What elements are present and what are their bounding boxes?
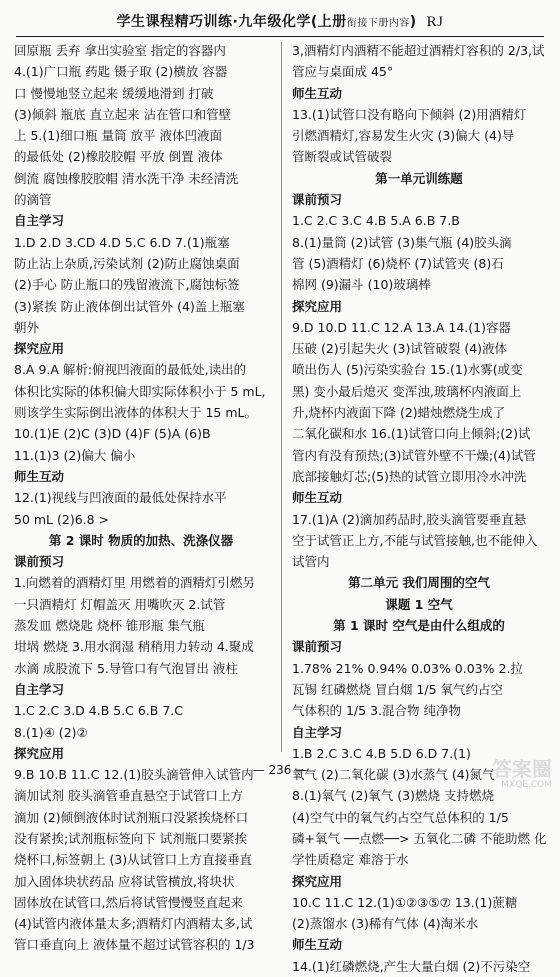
header-edition-note: 衔接下册内容	[346, 18, 410, 29]
section-heading: 自主学习	[14, 681, 65, 697]
answer-line: 8.(1)氧气 (2)氧气 (3)燃烧 支持燃烧	[292, 788, 494, 804]
section-heading: 自主学习	[14, 213, 65, 229]
answer-line: 管内有没有预热;(3)试管外壁不干燥;(4)试管	[292, 447, 536, 463]
section-heading: 探究应用	[14, 341, 65, 357]
section-heading: 自主学习	[292, 724, 343, 740]
answer-line: 9.D 10.D 11.C 12.A 13.A 14.(1)容器	[292, 319, 511, 335]
header-title: 学生课程精巧训练·九年级化学	[116, 14, 311, 30]
answer-line: 1.C 2.C 3.C 4.B 5.A 6.B 7.B	[292, 213, 460, 229]
answer-line: 棉网 (9)漏斗 (10)玻璃棒	[292, 277, 431, 293]
lesson-title: 第一单元训练题	[375, 170, 463, 186]
answer-line: 12.(1)视线与凹液面的最低处保持水平	[14, 490, 227, 506]
answer-line: 1.C 2.C 3.D 4.B 5.C 6.B 7.C	[14, 703, 184, 719]
answer-line: 回原瓶 丢弃 拿出实验室 指定的容器内	[14, 43, 226, 58]
answer-line: 滴加试剂 胶头滴管垂直悬空于试管口上方	[14, 788, 243, 804]
header-edition-close: )	[409, 14, 417, 30]
section-heading: 课前预习	[14, 554, 65, 570]
watermark-logo	[492, 758, 552, 794]
answer-line: 喷出伤人 (5)污染实验台 15.(1)水雾(或变	[292, 362, 523, 378]
answer-line: 50 mL (2)6.8 >	[14, 511, 110, 527]
answer-line: 8.A 9.A 解析:俯视凹液面的最低处,读出的	[14, 362, 247, 378]
answer-line: 二氧化碳和水 16.(1)试管口向上倾斜;(2)试	[292, 426, 531, 442]
answer-line: (2)手心 防止瓶口的残留液流下,腐蚀标签	[14, 277, 240, 293]
answer-line: (3)倾斜 瓶底 直立起来 沾在管口和管壁	[14, 106, 232, 122]
watermark-url: MXQE.COM	[501, 780, 552, 790]
answer-line: 管断裂或试管破裂	[292, 149, 393, 165]
answer-line: 3,酒精灯内酒精不能超过酒精灯容积的 2/3,试	[292, 43, 545, 58]
answer-line: 坩埚 燃烧 3.用水润湿 稍稍用力转动 4.聚成	[14, 639, 254, 655]
lesson-title: 课题 1 空气	[385, 596, 453, 612]
answer-line: 滴加 (2)倾倒液体时试剂瓶口没紧挨烧杯口	[14, 809, 249, 825]
lesson-title: 第二单元 我们周围的空气	[348, 575, 490, 591]
column-divider	[281, 42, 282, 752]
answer-line: 学性质稳定 难溶于水	[292, 852, 409, 868]
answer-line: 蒸发皿 燃烧匙 烧杯 锥形瓶 集气瓶	[14, 618, 205, 634]
page-number: — 236 —	[252, 763, 308, 777]
answer-line: 底部接触灯芯;(5)热的试管立即用冷水冲洗	[292, 468, 527, 484]
answer-line: 的滴管	[14, 192, 52, 208]
section-heading: 探究应用	[292, 873, 343, 889]
answer-line: 黑) 变小最后熄灭 变浑浊,玻璃杯内液面上	[292, 383, 522, 399]
page-header	[16, 10, 544, 37]
header-edition-code: RJ	[426, 14, 444, 30]
answer-line: 朝外	[14, 319, 40, 335]
answer-line: 上 5.(1)细口瓶 量筒 放平 液体凹液面	[14, 128, 223, 144]
answer-line: 固体放在试管口,然后将试管慢慢竖直起来	[14, 894, 243, 910]
answer-line: 空于试管正上方,不能与试管接触,也不能伸入	[292, 532, 538, 548]
answer-line: 1.D 2.D 3.CD 4.D 5.C 6.D 7.(1)瓶塞	[14, 234, 230, 250]
answer-line: 10.(1)E (2)C (3)D (4)F (5)A (6)B	[14, 426, 211, 442]
answer-line: 氧气 (2)二氧化碳 (3)水蒸气 (4)氮气	[292, 767, 495, 783]
answer-line: 1.向燃着的酒精灯里 用燃着的酒精灯引燃另	[14, 575, 255, 591]
answer-line: 管 (5)酒精灯 (6)烧杯 (7)试管夹 (8)石	[292, 255, 504, 271]
answer-line: 管应与桌面成 45°	[292, 64, 394, 80]
answer-line: 试管内	[292, 554, 330, 570]
section-heading: 师生互动	[292, 490, 343, 506]
header-edition: (上册	[310, 14, 347, 30]
section-heading: 课前预习	[292, 639, 343, 655]
answer-line: 加入固体块状药品 应将试管横放,将块状	[14, 873, 235, 889]
section-heading: 师生互动	[292, 937, 343, 953]
answer-line: 没有紧挨;试剂瓶标签向下 试剂瓶口要紧挨	[14, 830, 248, 846]
answer-line: 压破 (2)引起失火 (3)试管破裂 (4)液体	[292, 341, 508, 357]
answer-line: (4)空气中的氧气约占空气总体积的 1/5	[292, 809, 509, 825]
answer-line: 则该学生实际倒出液体的体积大于 15 mL。	[14, 405, 257, 421]
answer-line: 引燃酒精灯,容易发生火灾 (3)偏大 (4)导	[292, 128, 515, 144]
left-column	[14, 40, 268, 953]
answer-line: 8.(1)量筒 (2)试管 (3)集气瓶 (4)胶头滴	[292, 234, 512, 250]
answer-line: 一只酒精灯 灯帽盖灭 用嘴吹灭 2.试管	[14, 596, 226, 612]
lesson-title: 第 1 课时 空气是由什么组成的	[333, 618, 505, 634]
answer-line: 的最低处 (2)橡胶胶帽 平放 倒置 液体	[14, 149, 223, 165]
section-heading: 探究应用	[292, 298, 343, 314]
answer-line: 体积比实际的体积偏大即实际体积小于 5 mL,	[14, 383, 266, 399]
answer-line: 10.C 11.C 12.(1)①②③⑤⑦ 13.(1)蔗糖	[292, 894, 518, 910]
section-heading: 课前预习	[292, 192, 343, 208]
answer-line: 烧杯口,标签朝上 (3)从试管口上方直接垂直	[14, 852, 253, 868]
answer-line: 4.(1)广口瓶 药匙 镊子取 (2)横放 容器	[14, 64, 228, 80]
answer-line: 瓦锡 红磷燃烧 冒白烟 1/5 氧气约占空	[292, 681, 504, 697]
answer-line: 14.(1)红磷燃烧,产生大量白烟 (2)不污染空	[292, 958, 531, 974]
answer-line: 13.(1)试管口没有略向下倾斜 (2)用酒精灯	[292, 106, 527, 122]
answer-line: (2)蒸馏水 (3)稀有气体 (4)淘米水	[292, 916, 479, 932]
answer-line: (4)试管内液体量太多;酒精灯内酒精太多,试	[14, 916, 253, 932]
answer-line: 升,烧杯内液面下降 (2)蜡烛燃烧生成了	[292, 405, 506, 421]
answer-line: 防止沾上杂质,污染试剂 (2)防止腐蚀桌面	[14, 255, 240, 271]
answer-line: 17.(1)A (2)滴加药品时,胶头滴管要垂直悬	[292, 511, 527, 527]
answer-line: 气体积的 1/5 3.混合物 纯净物	[292, 703, 461, 719]
answer-line: 倒流 腐蚀橡胶胶帽 清水洗干净 未经清洗	[14, 170, 239, 186]
answer-line: 水滴 成股流下 5.导管口有气泡冒出 液柱	[14, 660, 238, 676]
answer-line: 8.(1)④ (2)②	[14, 724, 88, 740]
answer-line: 1.B 2.C 3.C 4.B 5.D 6.D 7.(1)	[292, 745, 471, 761]
section-heading: 师生互动	[14, 468, 65, 484]
lesson-title: 第 2 课时 物质的加热、洗涤仪器	[48, 532, 234, 548]
answer-line: 11.(1)3 (2)偏大 偏小	[14, 447, 136, 463]
answer-line: (3)紧挨 防止液体倒出试管外 (4)盖上瓶塞	[14, 298, 245, 314]
answer-line: 9.B 10.B 11.C 12.(1)胶头滴管伸入试管内	[14, 767, 254, 783]
answer-line: 口 慢慢地竖立起来 缓缓地滑到 打破	[14, 85, 214, 101]
section-heading: 师生互动	[292, 85, 343, 101]
answer-line: 磷+氧气 ──点燃──> 五氧化二磷 不能助燃 化	[292, 830, 547, 846]
section-heading: 探究应用	[14, 745, 65, 761]
watermark-logo-text: 答案圈	[492, 757, 552, 781]
answer-line: 管口垂直向上 液体量不超过试管容积的 1/3	[14, 937, 255, 953]
answer-line: 1.78% 21% 0.94% 0.03% 0.03% 2.拉	[292, 660, 523, 676]
